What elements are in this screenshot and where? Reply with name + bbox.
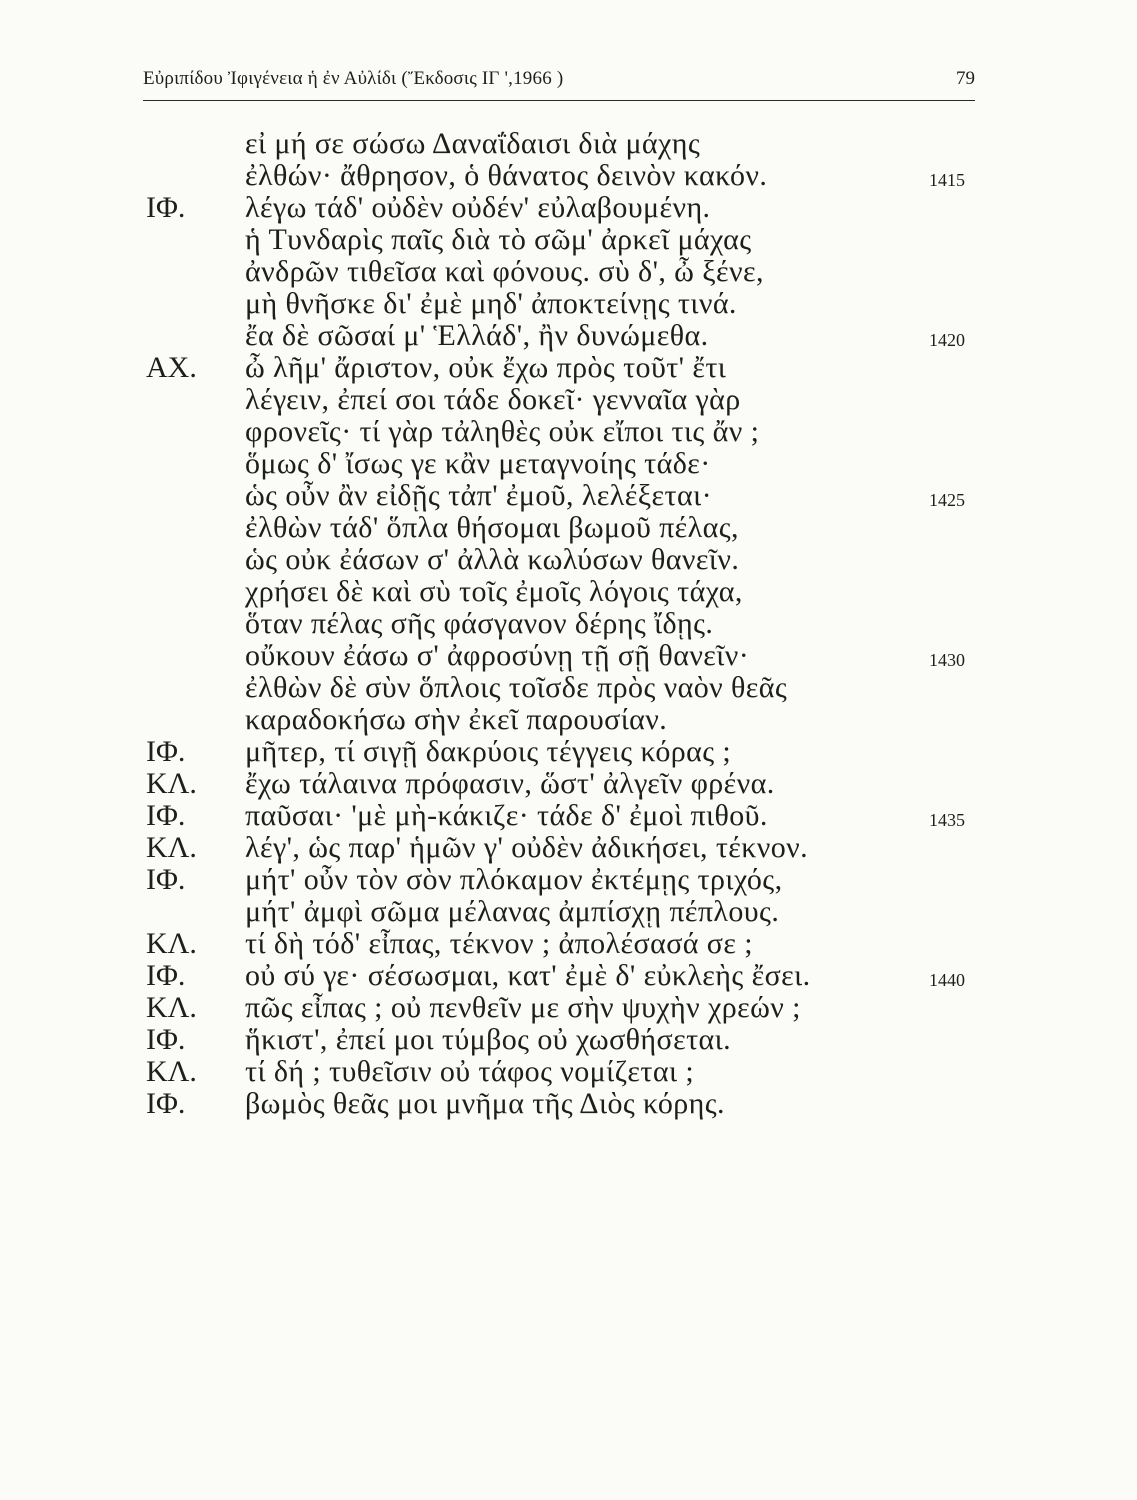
verse-text-line: εἰ μή σε σώσω Δαναΐδαισι διὰ μάχης [245,127,701,160]
verse-text-line: ἀνδρῶν τιθεῖσα καὶ φόνους. σὺ δ', ὦ ξένε, [245,255,764,288]
verse-line [0,608,1137,640]
verse-text-line: ὡς οὖν ἂν εἰδῇς τἀπ' ἐμοῦ, λελέξεται· [245,479,712,512]
verse-line [0,1056,1137,1088]
verse-line [0,640,1137,672]
verse-text-line: ἡ Τυνδαρὶς παῖς διὰ τὸ σῶμ' ἀρκεῖ μάχας [245,223,752,256]
verse-text-line: οὐ σύ γε· σέσωσμαι, κατ' ἐμὲ δ' εὐκλεὴς ἔσει. [245,959,811,992]
verse-line [0,448,1137,480]
verse-text-line: ἔχω τάλαινα πρόφασιν, ὥστ' ἀλγεῖν φρένα. [245,767,775,800]
verse-line [0,416,1137,448]
verse-line [0,320,1137,352]
verse-text-line: λέγω τάδ' οὐδὲν οὐδέν' εὐλαβουμένη. [245,191,711,224]
speaker-label: ΙΦ. [146,799,186,832]
verse-line [0,704,1137,736]
line-number: 1435 [929,810,965,830]
speaker-label: ΚΛ. [146,1055,197,1088]
verse-line [0,736,1137,768]
verse-text-line: βωμὸς θεᾶς μοι μνῆμα τῆς Διὸς κόρης. [245,1087,725,1120]
verse-text-line: λέγειν, ἐπεί σοι τάδε δοκεῖ· γενναῖα γὰρ [245,383,741,416]
verse-text-line: οὔκουν ἐάσω σ' ἀφροσύνῃ τῇ σῇ θανεῖν· [245,639,750,672]
verse-line [0,576,1137,608]
verse-line [0,1088,1137,1120]
verse-line [0,480,1137,512]
verse-text-line: ὅταν πέλας σῆς φάσγανον δέρης ἴδῃς. [245,607,714,640]
verse-text-line: ὦ λῆμ' ἄριστον, οὐκ ἔχω πρὸς τοῦτ' ἔτι [245,351,727,384]
verse-line [0,896,1137,928]
verse-text-line: πῶς εἶπας ; οὐ πενθεῖν με σὴν ψυχὴν χρεών ; [245,991,801,1024]
line-number: 1425 [929,490,965,510]
verse-line [0,832,1137,864]
verse-text-line: μήτ' οὖν τὸν σὸν πλόκαμον ἐκτέμῃς τριχός, [245,863,783,896]
verse-line [0,288,1137,320]
verse-line [0,1024,1137,1056]
verse-text-line: ὡς οὐκ ἐάσων σ' ἀλλὰ κωλύσων θανεῖν. [245,543,740,576]
speaker-label: ΚΛ. [146,767,197,800]
verse-text-line: τί δὴ τόδ' εἶπας, τέκνον ; ἀπολέσασά σε ; [245,927,753,960]
speaker-label: ΑΧ. [146,351,197,384]
speaker-label: ΙΦ. [146,863,186,896]
verse-line [0,128,1137,160]
verse-text-line: ἔα δὲ σῶσαί μ' Ἑλλάδ', ἢν δυνώμεθα. [245,319,709,352]
verse-line [0,352,1137,384]
speaker-label: ΙΦ. [146,735,186,768]
speaker-label: ΙΦ. [146,959,186,992]
verse-line [0,928,1137,960]
verse-line [0,160,1137,192]
line-number: 1430 [929,650,965,670]
line-number: 1420 [929,330,965,350]
verse-text-line: παῦσαι· 'μὲ μὴ-κάκιζε· τάδε δ' ἐμοὶ πιθοῦ. [245,799,768,832]
verse-text-line: καραδοκήσω σὴν ἐκεῖ παρουσίαν. [245,703,668,736]
verse-line [0,544,1137,576]
verse-line [0,960,1137,992]
verse-line [0,768,1137,800]
speaker-label: ΚΛ. [146,927,197,960]
verse-text-line: μὴ θνῆσκε δι' ἐμὲ μηδ' ἀποκτείνῃς τινά. [245,287,737,320]
verse-text-line: ἐλθὼν τάδ' ὅπλα θήσομαι βωμοῦ πέλας, [245,511,739,544]
verse-line [0,864,1137,896]
speaker-label: ΙΦ. [146,1087,186,1120]
verse-line [0,512,1137,544]
running-title: Εὐριπίδου Ἰφιγένεια ἡ ἐν Αὐλίδι (Ἔκδοσις ΙΓ ',1966 ) [143,68,564,89]
verse-text-line: μῆτερ, τί σιγῇ δακρύοις τέγγεις κόρας ; [245,735,732,768]
speaker-label: ΚΛ. [146,831,197,864]
verse-text-line: τί δή ; τυθεῖσιν οὐ τάφος νομίζεται ; [245,1055,695,1088]
speaker-label: ΙΦ. [146,1023,186,1056]
speaker-label: ΙΦ. [146,191,186,224]
verse-text-line: ἥκιστ', ἐπεί μοι τύμβος οὐ χωσθήσεται. [245,1023,732,1056]
verse-text-line: ἐλθὼν δὲ σὺν ὅπλοις τοῖσδε πρὸς ναὸν θεᾶς [245,671,788,704]
line-number: 1415 [929,170,965,190]
running-header [143,64,975,101]
verse-line [0,224,1137,256]
verse-line [0,672,1137,704]
line-number: 1440 [929,970,965,990]
verse-line [0,256,1137,288]
verse-text-line: ὅμως δ' ἴσως γε κἂν μεταγνοίης τάδε· [245,447,711,480]
verse-line [0,992,1137,1024]
verse-line [0,192,1137,224]
speaker-label: ΚΛ. [146,991,197,1024]
verse-line [0,800,1137,832]
verse-text-line: φρονεῖς· τί γὰρ τἀληθὲς οὐκ εἴποι τις ἄν ; [245,415,760,448]
page-number: 79 [956,68,975,89]
verse-text-line: χρήσει δὲ καὶ σὺ τοῖς ἐμοῖς λόγοις τάχα, [245,575,743,608]
verse-text-line: ἐλθών· ἄθρησον, ὁ θάνατος δεινὸν κακόν. [245,159,768,192]
verse-text-line: μήτ' ἀμφὶ σῶμα μέλανας ἀμπίσχῃ πέπλους. [245,895,780,928]
verse-text [0,128,1137,1120]
verse-line [0,384,1137,416]
verse-text-line: λέγ', ὡς παρ' ἡμῶν γ' οὐδὲν ἀδικήσει, τέκνον. [245,831,809,864]
